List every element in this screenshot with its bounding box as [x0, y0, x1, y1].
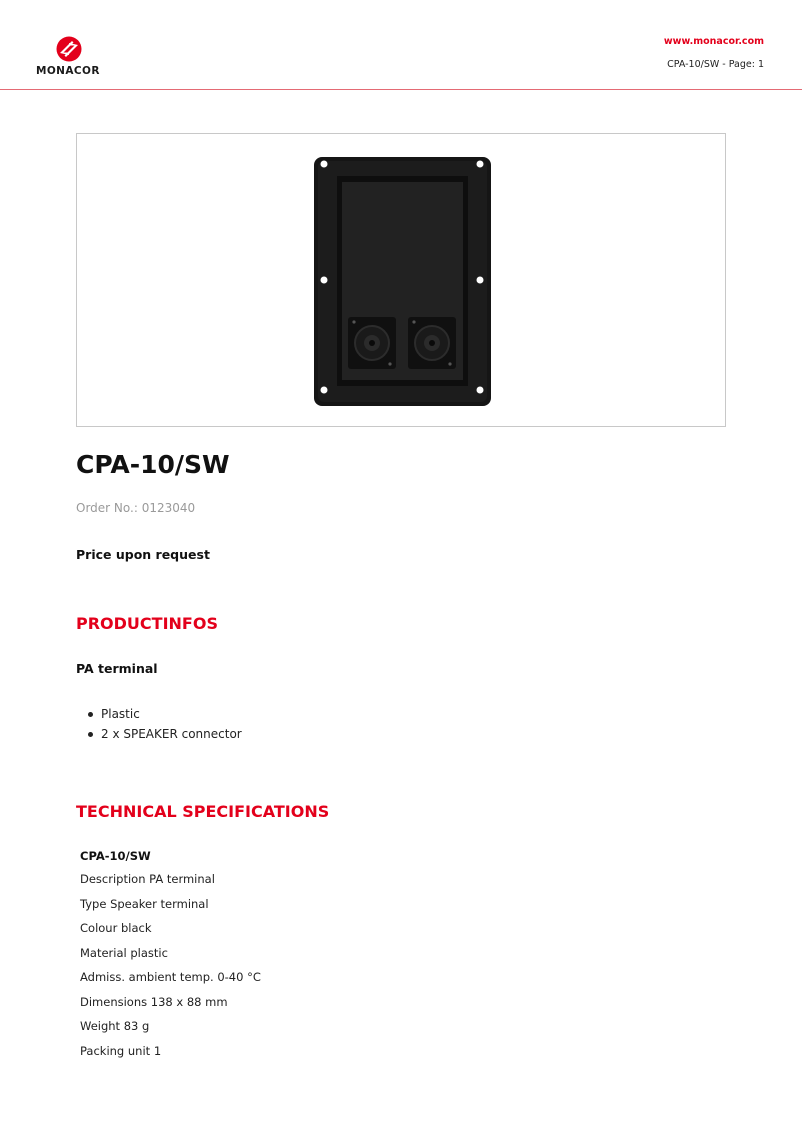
- spec-model: CPA-10/SW: [80, 849, 151, 863]
- feature-item: Plastic: [88, 706, 242, 726]
- brand-name: MONACOR: [36, 65, 100, 77]
- spec-row-colour: Colour black: [80, 921, 152, 935]
- spec-table: [80, 848, 261, 1067]
- price-info: Price upon request: [76, 547, 210, 562]
- product-image-frame: [76, 133, 726, 427]
- feature-list: [88, 706, 242, 746]
- monacor-logo-icon: [56, 36, 82, 62]
- product-image: [314, 157, 491, 406]
- spec-row-type: Type Speaker terminal: [80, 896, 209, 911]
- product-title: CPA-10/SW: [76, 450, 230, 479]
- spec-row-dimensions: Dimensions 138 x 88 mm: [80, 994, 228, 1009]
- spec-row-temperature: Admiss. ambient temp. 0-40 °C: [80, 970, 261, 984]
- website-link[interactable]: www.monacor.com: [663, 36, 764, 47]
- header-divider: [0, 89, 802, 90]
- product-subtitle: PA terminal: [76, 661, 158, 676]
- spec-row-description: Description PA terminal: [80, 872, 215, 886]
- monacor-logo: [36, 36, 102, 78]
- feature-item: 2 x SPEAKER connector: [88, 726, 242, 746]
- spec-row-material: Material plastic: [80, 945, 168, 960]
- page-indicator: CPA-10/SW - Page: 1: [667, 59, 764, 70]
- productinfos-heading: PRODUCTINFOS: [76, 614, 218, 633]
- order-number: Order No.: 0123040: [76, 501, 196, 515]
- spec-row-packing-unit: Packing unit 1: [80, 1043, 162, 1058]
- spec-row-weight: Weight 83 g: [80, 1019, 150, 1033]
- technical-specifications-heading: TECHNICAL SPECIFICATIONS: [76, 802, 330, 821]
